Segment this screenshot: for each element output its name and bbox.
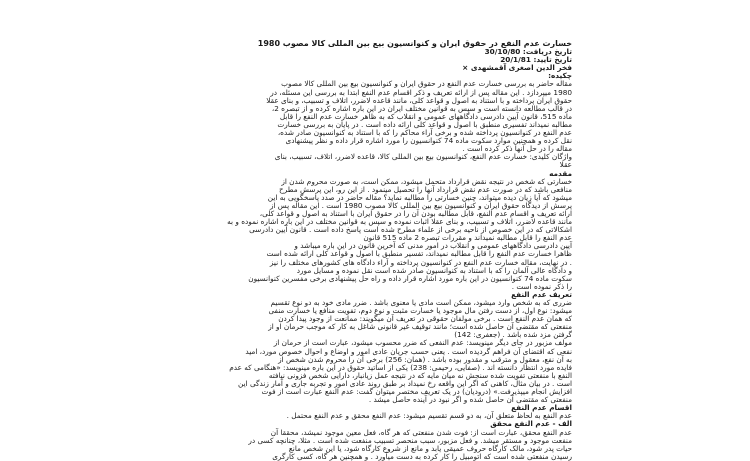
abstract-line: مقاله حاضر به بررسی خسارت عدم النفع در حقوق ایران و کنوانسیون بیع بین المللی کالا مصوب: [281, 79, 572, 89]
document-page: [190, 39, 572, 461]
intro-line: ظاهرا خسارت عدم النفع را قابل مطالبه نمیداند، تفسیر منطبق با اصول و قواعد کلی ارائه شده است: [266, 249, 572, 259]
definition-line: افزایش انجام میپذیرفت.» (درودیان) در یک تعریف مختصر میتوان گفت: عدم النفع عبارت است از فوت: [261, 387, 572, 397]
certain-loss-paragraph: [190, 429, 572, 461]
definition-line: ضرری که به شخص وارد میشود، ممکن است مادی یا معنوی باشد . ضرر مادی خود به دو نوع تقسیم: [270, 298, 572, 307]
abstract-line: حقوق ایران پرداخته و با استناد به اصول و قواعد کلی، مانند قاعده لاضرر، اتلاف و تسبیب، و بنای عقلا: [266, 95, 572, 105]
definition-line: منفعتی که مقتضی آن حاصل شده و اگر نبود در آینده حاصل میشد .: [368, 395, 572, 405]
abstract-line: مقاله را در حل آنها ذکر کرده است .: [462, 144, 572, 154]
intro-line: مانند قاعده لاضرر، اتلاف و تسبیب، و بنای عقلا اثبات نموده و سپس به قوانین مختلف در این باره اشاره نموده و به: [227, 217, 572, 227]
intro-line: . در نهایت، مقاله خسارت عدم النفع در کنوانسیون پرداخته و آراء دادگاه های کشورهای مختلف را نیز: [269, 257, 572, 267]
abstract-line: مطالبه نمیداند تفسیری منطبق با اصول و قواعد کلی ارائه داده است . در پایان به بررسی خسارت: [277, 119, 572, 129]
keywords-line: عقلا: [559, 160, 572, 170]
abstract-heading: چکیده:: [548, 71, 572, 81]
abstract-line: ماده 515، قانون آیین دادرسی دادگاههای عمومی و انقلاب که به ظاهر خسارت عدم النفع را قابل: [279, 111, 572, 121]
types-intro: عدم النفع به لحاظ متعلق آن، به دو قسم تقسیم میشود: عدم النفع محقق و عدم النفع محتمل .: [286, 411, 572, 421]
intro-line: خسارتی که شخص در نتیجه نقض قرارداد متحمل میشود، ممکن است، به صورت محروم شدن از: [281, 176, 572, 186]
intro-line: سکوت ماده 74 کنوانسیون در این باره مورد اشاره قرار داده و راه حل پیشنهادی برخی مفسرین کنوانسیون: [248, 273, 572, 283]
intro-line: آیین دادرسی دادگاههای عمومی و انقلاب در امور مدنی که آخرین قانون در این باره میباشد و: [294, 241, 572, 251]
abstract-line: نقل کرده و همچنین موارد سکوت ماده 74 کنوانسیون را مورد اشاره قرار داده و نظر پیشنهادی: [285, 136, 572, 146]
keywords: [190, 153, 572, 169]
abstract-line: 1980 میپردازد . این مقاله پس از ارائه تعریف و ذکر اقسام عدم النفع ابتدا به بررسی این مسئله، در: [270, 87, 572, 97]
intro-line: ارائه تعریف و اقسام عدم النفع، قابل مطالبه بودن آن را در حقوق ایران با استناد به اصول و قواعد کلی،: [259, 208, 572, 218]
abstract-paragraph: [190, 80, 572, 153]
intro-line: میشود که آیا زیان دیده میتواند، چنین خسارتی را مطالبه نماید؟ مقاله حاضر در صدد پاسخگویی به این: [267, 192, 572, 202]
intro-line: اشکالاتی که در این خصوص از ناحیه برخی از علماء مطرح شده است پاسخ داده است . قانون آیین دادرسی: [249, 225, 572, 235]
intro-line: منافعی باشد که در صورت عدم نقض قرارداد آنها را تحصیل مینمود . از این رو، این پرسش مطرح: [279, 184, 572, 194]
definition-paragraph: [190, 299, 572, 404]
keywords-line: واژگان کلیدی: خسارت عدم النفع، کنوانسیون بیع بین المللی کالا، قاعده لاضرر، اتلاف، تسبیب، بنای: [274, 152, 572, 162]
document-meta: [190, 48, 572, 72]
intro-line: عدم النفع را قابل مطالبه نمیداند و مقررات تبصره 2 ماده 515 قانون: [363, 233, 572, 243]
received-date: تاریخ دریافت: 30/10/80: [484, 47, 572, 57]
intro-line: و دادگاه عالی آلمان را که با استناد به کنوانسیون صادر شده است نقل نموده و مسایل مورد: [296, 265, 572, 275]
abstract-line: عدم النفع در کنوانسیون پرداخته شده و برخی آراء محاکم را که با استناد به کنوانسیون صادر شده،: [277, 128, 572, 138]
definition-line: فایده مورد انتظار دانسته اند . (صفایی، رحیمی: 238) یکی از اساتید حقوق در این باره مینویسد: «هنگامی که عدم: [229, 362, 572, 372]
certain-loss-heading: الف - عدم النفع محقق: [490, 419, 572, 429]
types-heading: اقسام عدم النفع: [511, 403, 572, 413]
definition-line: نفعی که اقتضای آن فراهم گردیده است . یعنی حسب جریان عادی امور و اوضاع و احوال خصوص مورد، امید: [245, 346, 572, 356]
definition-line: النفع با منفعتی تفویت شده سنجش نه میان مایه که در نتیجه عمل زیانبار، دارایی شخص فزونی نیافته: [268, 370, 572, 380]
certain-loss-line: رسیدن منفعتی شده است که اتومبیل را کار کرده به دست میآورد . و همچنین هر گاه، کسی کارگری: [272, 451, 572, 461]
definition-line: است . در بیان مثال، کاهنی که اگر این واقعه رخ نمیداد بر طبق روند عادی امور و تجربه جاری و آمار زندگی این: [238, 378, 572, 388]
definition-line: که همان عدم النفع است . برخی مولفان حقوقی در تعریف آن میگویند: ممانعت از وجود پیدا کردن: [278, 314, 572, 324]
certain-loss-line: عدم النفع محقق، عبارت است از: فوت شدن منفعتی که هر گاه، فعل معین موجود نمیشد، محققا آن: [270, 427, 572, 437]
intro-line: را ذکر نموده است .: [511, 281, 572, 291]
definition-line: مولف مزبور در جای دیگر مینویسد: عدم النفعی که ضرر محسوب میشود، عبارت است از حرمان از: [273, 338, 572, 348]
author-name: فخر الدین اصغری آقمشهدی ×: [462, 63, 572, 73]
approved-date: تاریخ تایید: 20/1/81: [500, 55, 572, 65]
document-title: خسارت عدم النفع در حقوق ایران و کنوانسیون بیع بین المللی کالا مصوب 1980: [257, 39, 572, 48]
certain-loss-line: حیات پدر شود، مالک کارگاه حروف عمیقی یابد و مانع از شروع کارگاه شود، یا این شخص مانع: [288, 443, 572, 453]
intro-line: پرسش از دیدگاه حقوق ایران و کنوانسیون بیع بین المللی کالا مصوب 1980 است . این مقاله پس از: [269, 200, 572, 210]
abstract-line: در قالب مطالعه دانسته است و سپس به قوانین مختلف ایران در این باره اشاره کرده و از تبصره 2،: [271, 103, 572, 113]
definition-line: منفعتی که مقتضی آن حاصل شده است؛ مانند توقیف غیر قانونی شاغل به کار که موجب حرمان او از: [268, 322, 572, 332]
intro-paragraph: [190, 178, 572, 291]
definition-line: به آن نفع، معقول و مترقب و مقدور بوده باشد . (همان: 256) برخی آن را محروم شدن شخص از: [278, 354, 572, 364]
definition-line: میشود: نوع اول، از دست رفتن مال موجود یا خسارت مثبت و نوع دوم، تفویت منافع یا خسارت منفی: [268, 306, 572, 316]
certain-loss-line: منفعت موجود و مستقر میشد. و فعل مزبور، سبب منحصر تسبیب منفعت شده است . مثلا، چنانچه کسی در: [248, 435, 572, 445]
intro-heading: مقدمه: [549, 168, 572, 178]
definition-line: گرفتن مزد شده باشد . (جعفری: 142): [454, 330, 572, 340]
definition-heading: تعریف عدم النفع: [511, 289, 572, 299]
